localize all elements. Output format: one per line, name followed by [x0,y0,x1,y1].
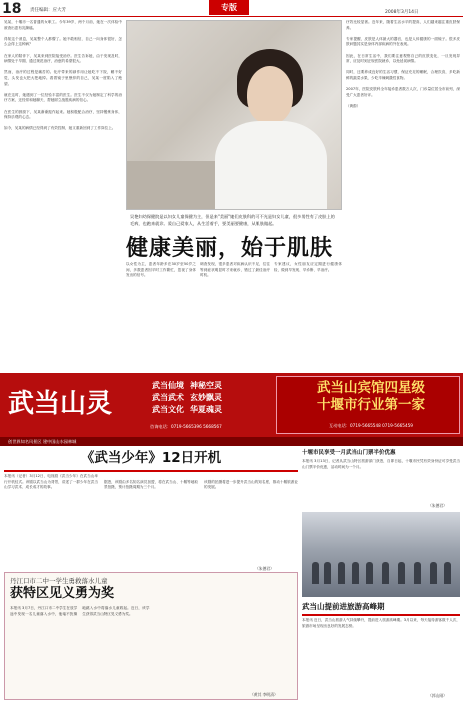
slogan: 武当仙境 [152,381,184,390]
article-credit: （黄其 李明清） [250,692,278,697]
top-right-column: 疗效比较显著。近年来，随着生活水平的提高，人们越来越注重皮肤保养。 专家提醒，皮肤是人体最大的器官，也是人体健康的一面镜子。很多皮肤问题其实是身体内部疾病的外在表现。 因此，在日常生活中，我们要注意观察自己的皮肤变化，一旦发现异常，应及时到正规医院就诊，以免延误病情。 同时，还要养成良好的生活习惯，保证充足的睡眠，合理饮食，多吃新鲜的蔬菜水果，少吃辛辣刺激性食物。 2007年，医院皮肤科全年接诊患者数万人次，门诊量位居全市前列，深受广大患者好评。 （黄蔚） [346,20,460,108]
hotel-title-2: 十堰市行业第一家 [317,397,425,413]
article-subtitle: 丹江口市二中一学生勇救落水儿童 [10,577,108,585]
article-credit: （郭山刚） [428,693,447,698]
article-credit: （朱德君） [255,566,274,571]
ad-big-title: 武当山灵 [8,389,113,419]
doctor-photo [126,20,342,210]
article-body: 本报讯 3月13日，记者从武当山特区旅游部门获悉，自即日起，十堰市民凭有效身份证可享受武当山门票半价优惠，活动时间为一个月。 [302,459,460,469]
main-headline: 健康美丽，始于肌肤 [126,236,334,261]
article-title: 武当山提前进旅游高峰期 [302,602,385,611]
slogan: 玄妙飘灵 [190,393,222,402]
article-body: 本报讯 近日，武当山旅游人气持续攀升，提前进入旅游高峰期。3月以来，每天接待游客数千人次，旅游市场呈现出良好的发展态势。 [302,618,460,628]
article-body: 本报讯（记者）3月12日，电视剧《武当少年》在武当山举行开机仪式。该剧以武当山为背景，讲述了一群少年在武当山学习武术、成长成才的故事。 据悉，该剧由多名知名演员加盟，将在武当山、十堰等地取景拍摄，预计拍摄周期为三个月。 该剧的拍摄将进一步提升武当山的知名度，推动十堰旅游业的发展。 [4,474,298,490]
photo-caption: 吴艳妇幼保健院是以妇女儿童保健为主，但是来"美丽"她们皮肤科的可不光是妇女儿童，很多男性有了皮肤上的毛病，也跑来就诊。爱自己爱家人，从生活着手，要美丽要健康，从肌肤做起。 [130,214,335,226]
slogan: 武当文化 [152,405,184,414]
section-tag: 专版 [209,0,249,15]
crowd-photo [302,512,460,597]
middle-left-column: 以女性为主，患者年龄多在30岁至50岁之间，多数患者因平时工作繁忙，忽视了身体发出的信号。 [126,262,196,278]
page-number: 18 [2,1,22,17]
slogan: 武当武术 [152,393,184,402]
slogan: 神秘空灵 [190,381,222,390]
article-title: 《武当少年》12日开机 [80,450,222,466]
issue-date: 2008年3月14日 [385,10,419,15]
ad-strip: 创世界知名风景区 建中国山水园林城 [0,437,463,446]
divider [302,614,460,616]
ad-hotline: 咨询电话：0719-5665396 5668567 [150,424,222,429]
top-left-column: 吴某，十堰市一名普通的女职工。今年39岁，两个月前，她在一次体检中被查出患有乳腺癌。 得知这个消息，吴某整个人都懵了。她不敢相信，自己一向身体很好，怎么会得上这种病？ 在家人的陪伴下，吴某来到医院接受治疗。医生告诉她，由于发现及时，病情处于早期，通过规范治疗，治愈的希望很大。 然而，治疗的过程是痛苦的。化疗带来的副作用让她吃不下饭，睡不好觉，头发也大把大把地掉。看着镜子里憔悴的自己，吴某一度陷入了绝望。 就在这时，她遇到了一位经验丰富的医生。医生不仅为她制定了科学的治疗方案，还经常和她聊天，帮她树立战胜疾病的信心。 在医生的鼓励下，吴某渐渐振作起来。她积极配合治疗，坚持锻炼身体，保持乐观的心态。 如今，吴某的病情已经得到了有效控制，她又重新回到了工作岗位上。 [4,20,122,131]
article-title: 获特区见义勇为奖 [10,586,115,601]
slogan: 华夏魂灵 [190,405,222,414]
middle-center-column: 调查发现，很多患者对疾病认识不足，往往等到症状明显时才来就诊，错过了最佳治疗时机。 [200,262,270,278]
editor-credit: 责任编辑：应大芳 [30,8,66,13]
article-title: 十堰市民享受一月武当山门票半价优惠 [302,450,396,456]
hotel-title-1: 武当山宾馆四星级 [317,380,425,396]
middle-right-column: 专家建议，女性朋友应定期进行健康体检，做到早发现、早诊断、早治疗。 [274,262,342,272]
hotel-phone: 互动电话：0719-5665548 0719-5665459 [329,423,413,428]
article-credit: （朱德君） [428,503,447,508]
article-body: 本报讯 3月7日，丹江口市二中学生在放学途中发现一名儿童落入水中，他毫不犹豫地跳入水中将落水儿童救起。近日，该学生获得武当山特区见义勇为奖。 [10,606,150,616]
divider [4,470,298,472]
